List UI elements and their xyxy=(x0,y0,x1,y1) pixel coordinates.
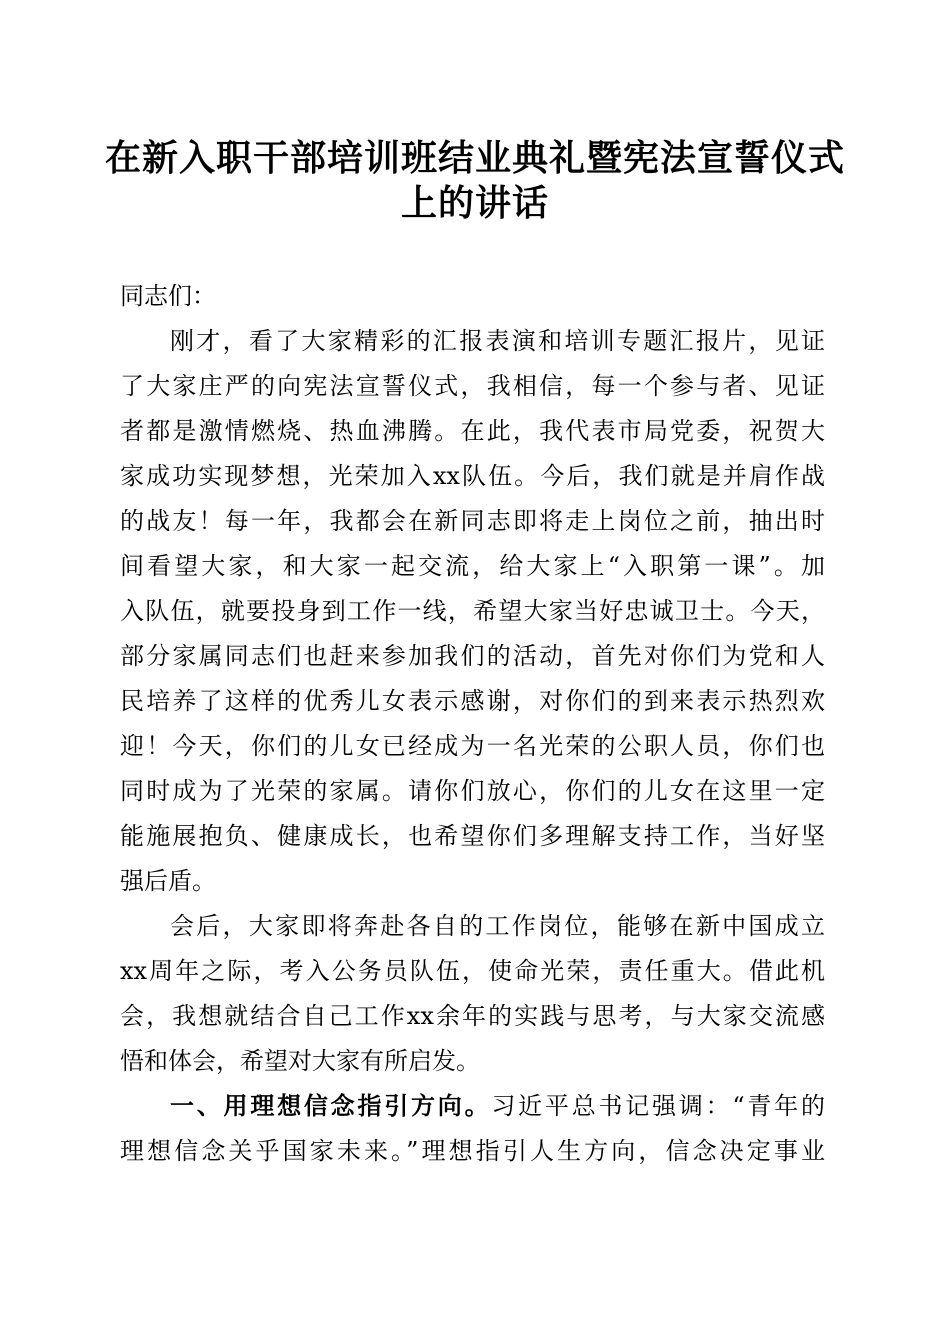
text-line: 了大家庄严的向宪法宣誓仪式，我相信，每一个参与者、见证 xyxy=(120,372,825,400)
paragraph-2 xyxy=(120,904,825,1084)
title-line-2: 上的讲话 xyxy=(400,182,549,224)
text-run: 习近平总书记强调：“青年的 xyxy=(491,1092,825,1120)
text-line: 民培养了这样的优秀儿女表示感谢，对你们的到来表示热烈欢 xyxy=(120,687,825,715)
text-line: 者都是激情燃烧、热血沸腾。在此，我代表市局党委，祝贺大 xyxy=(120,417,825,445)
text-line: 强后盾。 xyxy=(120,867,216,895)
title-line-1: 在新入职干部培训班结业典礼暨宪法宣誓仪式 xyxy=(104,137,845,179)
document-title xyxy=(0,136,950,226)
text-line: 会后，大家即将奔赴各自的工作岗位，能够在新中国成立 xyxy=(170,912,825,940)
paragraph-1 xyxy=(120,319,825,904)
document-body xyxy=(120,274,825,1174)
text-line: 家成功实现梦想，光荣加入xx队伍。今后，我们就是并肩作战 xyxy=(120,462,825,490)
text-line: 会，我想就结合自己工作xx余年的实践与思考，与大家交流感 xyxy=(120,1002,825,1030)
text-line: 的战友！每一年，我都会在新同志即将走上岗位之前，抽出时 xyxy=(120,507,825,535)
text-line: 理想信念关乎国家未来。”理想指引人生方向，信念决定事业 xyxy=(120,1137,825,1165)
text-line: 入队伍，就要投身到工作一线，希望大家当好忠诚卫士。今天， xyxy=(120,597,825,625)
salutation: 同志们： xyxy=(120,282,216,310)
text-line: xx周年之际，考入公务员队伍，使命光荣，责任重大。借此机 xyxy=(120,957,825,985)
paragraph-3 xyxy=(120,1084,825,1174)
text-line xyxy=(120,1084,825,1129)
section-heading: 一、用理想信念指引方向。 xyxy=(170,1092,492,1120)
text-line: 迎！今天，你们的儿女已经成为一名光荣的公职人员，你们也 xyxy=(120,732,825,760)
text-line: 刚才，看了大家精彩的汇报表演和培训专题汇报片，见证 xyxy=(170,327,825,355)
text-line: 间看望大家，和大家一起交流，给大家上“入职第一课”。加 xyxy=(120,552,825,580)
text-line: 能施展抱负、健康成长，也希望你们多理解支持工作，当好坚 xyxy=(120,822,825,850)
text-line: 同时成为了光荣的家属。请你们放心，你们的儿女在这里一定 xyxy=(120,777,825,805)
text-line: 悟和体会，希望对大家有所启发。 xyxy=(120,1047,480,1075)
text-line: 部分家属同志们也赶来参加我们的活动，首先对你们为党和人 xyxy=(120,642,825,670)
